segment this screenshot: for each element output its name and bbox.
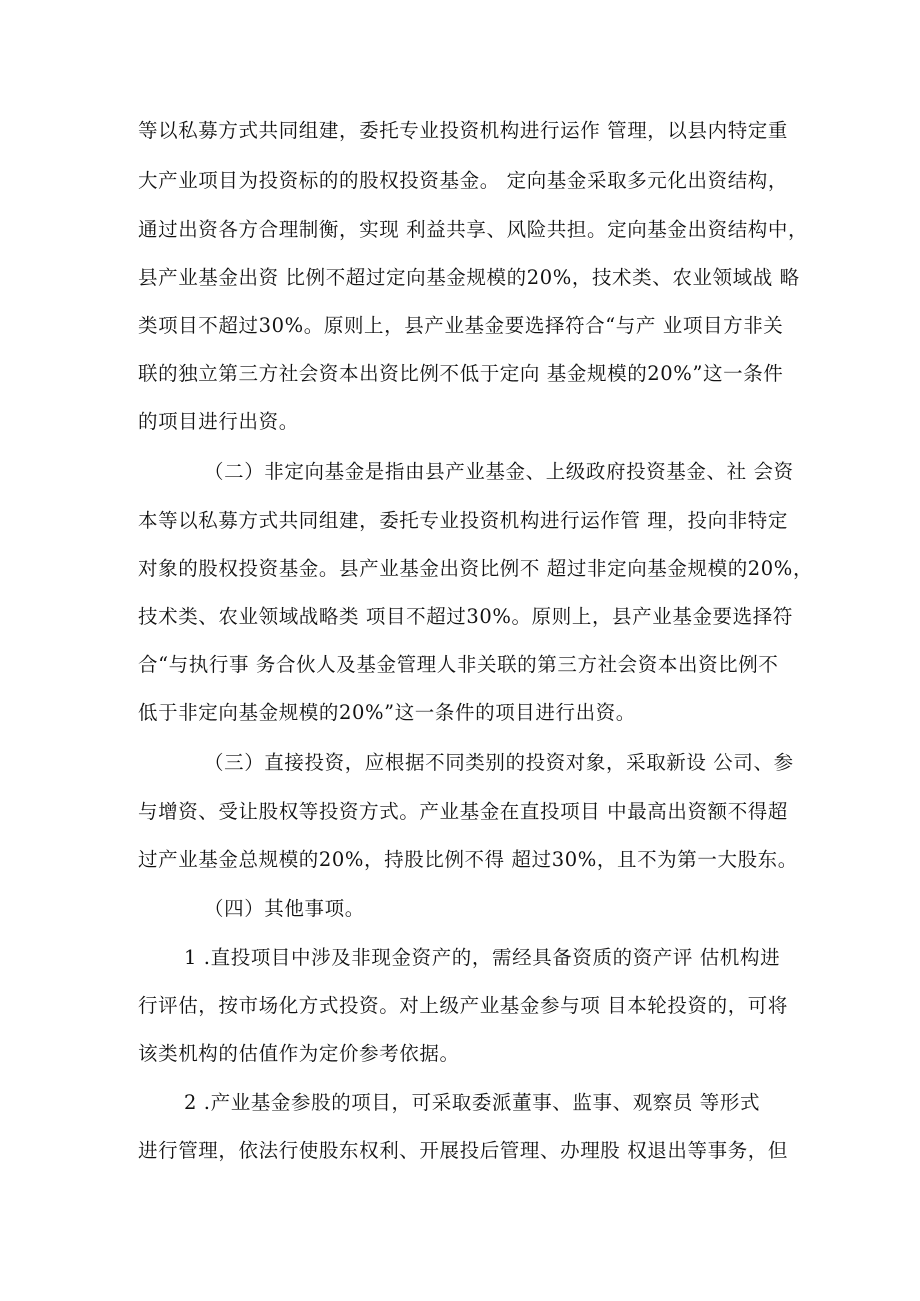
text-line: 的项目进行出资。 [138,410,299,433]
text-line: 行评估，按市场化方式投资。对上级产业基金参与项 目本轮投资的，可将 [138,994,788,1017]
paragraph-2-start: （二）非定向基金是指由县产业基金、上级政府投资基金、社 会资 [204,460,794,483]
item-2-start: 2 .产业基金参股的项目，可采取委派董事、监事、观察员 等形式 [184,1091,761,1114]
text-line: 合“与执行事 务合伙人及基金管理人非关联的第三方社会资本出资比例不 [138,653,779,676]
text-line: 与增资、受让股权等投资方式。产业基金在直投项目 中最高出资额不得超 [138,800,788,823]
paragraph-3-start: （三）直接投资，应根据不同类别的投资对象，采取新设 公司、参 [204,751,794,774]
text-line: 联的独立第三方社会资本出资比例不低于定向 基金规模的20%”这一条件 [138,362,784,385]
text-line: 对象的股权投资基金。县产业基金出资比例不 超过非定向基金规模的20%， [138,557,814,580]
text-line: 类项目不超过30%。原则上，县产业基金要选择符合“与产 业项目方非关 [138,314,784,337]
text-line: 该类机构的估值作为定价参考依据。 [138,1042,460,1065]
text-line: 技术类、农业领域战略类 项目不超过30%。原则上，县产业基金要选择符 [138,605,793,628]
item-1-start: 1 .直投项目中涉及非现金资产的，需经具备资质的资产评 估机构进 [184,946,781,969]
text-line: 县产业基金出资 比例不超过定向基金规模的20%，技术类、农业领域战 略 [138,266,800,289]
text-line: 通过出资各方合理制衡，实现 利益共享、风险共担。定向基金出资结构中， [138,218,809,241]
text-line: 低于非定向基金规模的20%”这一条件的项目进行出资。 [138,701,636,724]
text-line: 本等以私募方式共同组建，委托专业投资机构进行运作管 理，投向非特定 [138,509,788,532]
section-heading: （四）其他事项。 [204,897,365,920]
text-line: 大产业项目为投资标的的股权投资基金。 定向基金采取多元化出资结构， [138,169,788,192]
text-line: 进行管理，依法行使股东权利、开展投后管理、办理股 权退出等事务，但 [138,1139,788,1162]
text-line: 过产业基金总规模的20%，持股比例不得 超过30%，且不为第一大股东。 [138,848,798,871]
text-line: 等以私募方式共同组建，委托专业投资机构进行运作 管理，以县内特定重 [138,119,788,142]
